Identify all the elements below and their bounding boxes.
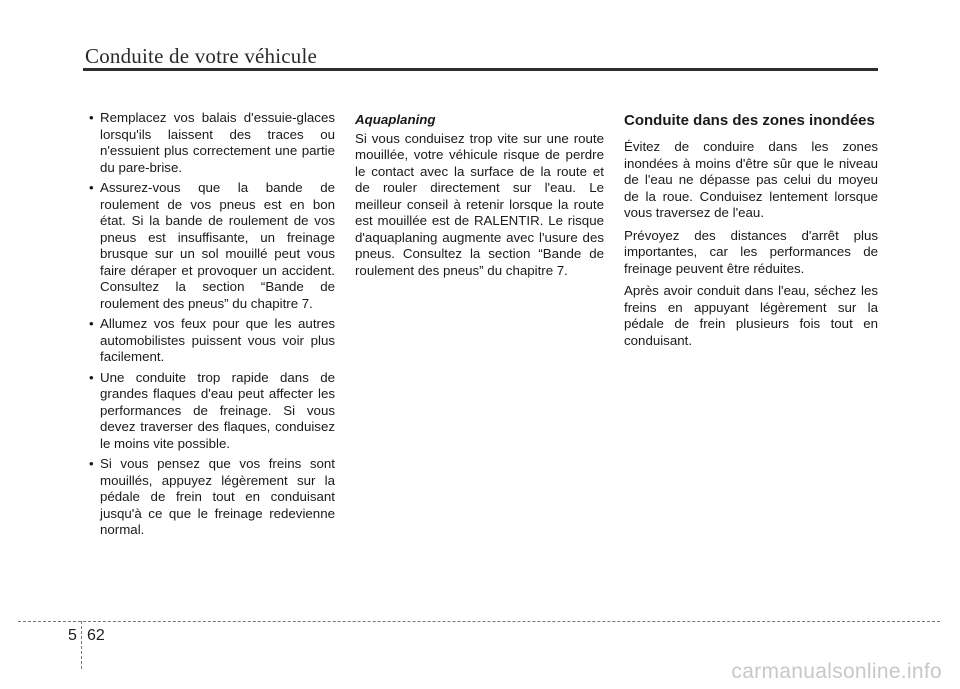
bullet-item: • Une conduite trop rapide dans de grandes flaques d'eau peut affecter les performances de freinage. Si vous devez traverser des flaques, conduisez le moins vite possible.	[89, 370, 335, 453]
bullet-item: • Assurez-vous que la bande de roulement de vos pneus est en bon état. Si la bande de roulement de vos pneus est insuffisante, un freinage brusque sur un sol mouillé peut vous faire déraper et provoquer un accident. Consultez la section “Bande de roulement des pneus” du chapitre 7.	[89, 180, 335, 312]
page-header-title: Conduite de votre véhicule	[85, 44, 318, 68]
flooded-zones-paragraph: Prévoyez des distances d'arrêt plus importantes, car les performances de freinage peuvent être réduites.	[624, 227, 878, 276]
page-number: 62	[87, 627, 105, 644]
flooded-zones-paragraph: Évitez de conduire dans les zones inondées à moins d'être sûr que le niveau de l'eau ne dépasse pas celui du moyeu de la roue. Conduisez lentement lorsque vous traversez de l'eau.	[624, 139, 878, 220]
bullet-item: • Allumez vos feux pour que les autres automobilistes puissent vous voir plus facilement.	[89, 316, 335, 366]
footer-rule	[18, 621, 940, 622]
bullet-item: • Remplacez vos balais d'essuie-glaces lorsqu'ils laissent des traces ou n'essuient plus correctement une partie du pare-brise.	[89, 110, 335, 176]
watermark: carmanualsonline.info	[731, 660, 942, 683]
aquaplaning-heading: Aquaplaning	[355, 112, 436, 127]
column-2	[355, 110, 604, 285]
bullet-list	[89, 110, 335, 539]
flooded-zones-paragraph: Après avoir conduit dans l'eau, séchez les freins en appuyant légèrement sur la pédale de frein plusieurs fois tout en conduisant.	[624, 283, 878, 348]
chapter-number: 5	[68, 627, 77, 644]
flooded-zones-heading: Conduite dans des zones inondées	[624, 112, 875, 129]
footer-divider	[81, 621, 82, 669]
aquaplaning-body: Si vous conduisez trop vite sur une route mouillée, votre véhicule risque de perdre le contact avec la surface de la route et de rouler directement sur l'eau. Le meilleur conseil à retenir lorsque la route est mouillée est de RALENTIR. Le risque d'aquaplaning augmente avec l'usure des pneus. Consultez la section “Bande de roulement des pneus” du chapitre 7.	[355, 130, 604, 278]
bullet-item: • Si vous pensez que vos freins sont mouillés, appuyez légèrement sur la pédale de frein tout en conduisant jusqu'à ce que le freinage redevienne normal.	[89, 456, 335, 539]
column-3	[624, 110, 878, 355]
header-rule	[83, 68, 878, 71]
column-1	[89, 110, 335, 543]
